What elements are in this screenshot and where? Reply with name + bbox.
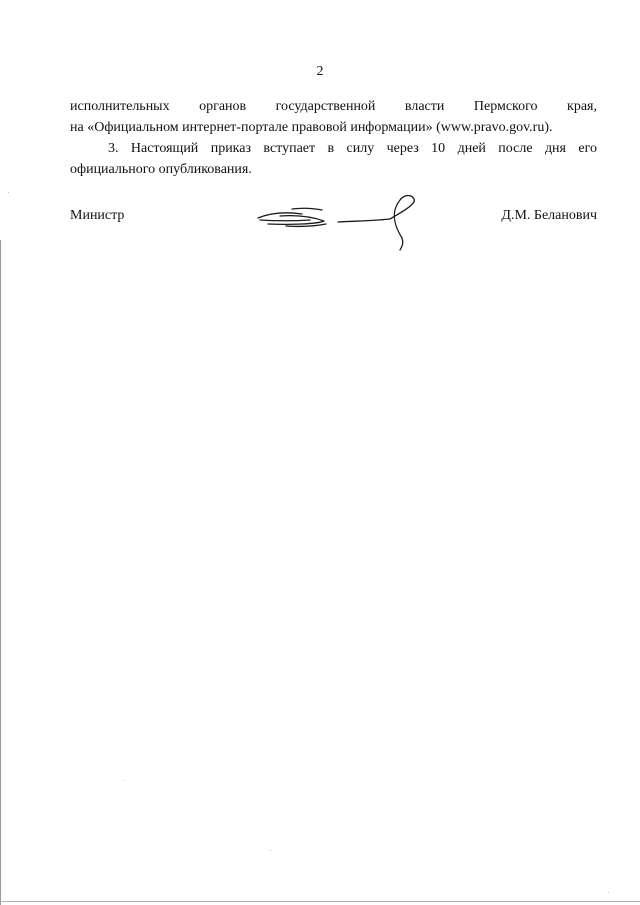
paragraph-publication-line-2: на «Официальном интернет-портале правовой информации» (www.pravo.gov.ru). bbox=[70, 120, 553, 135]
paragraph-entry-into-force-line-1: 3. Настоящий приказ вступает в силу через 10 дней после дня его bbox=[108, 141, 597, 156]
paragraph-publication bbox=[70, 96, 597, 138]
scan-speck bbox=[270, 850, 271, 851]
page-number: 2 bbox=[316, 64, 324, 79]
paragraph-publication-line-1: исполнительных органов государственной власти Пермского края, bbox=[70, 99, 597, 114]
signer-name: Д.М. Беланович bbox=[501, 208, 597, 223]
scan-speck bbox=[608, 892, 609, 893]
handwritten-signature-icon bbox=[250, 194, 420, 254]
signature-block bbox=[70, 206, 597, 266]
paragraph-entry-into-force-line-2: официального опубликования. bbox=[70, 162, 252, 177]
scan-edge-bottom bbox=[0, 901, 640, 902]
paragraph-entry-into-force bbox=[70, 138, 597, 180]
signer-title: Министр bbox=[70, 208, 125, 223]
scan-speck bbox=[8, 192, 9, 193]
scan-speck bbox=[124, 780, 125, 781]
document-body bbox=[70, 96, 597, 180]
scan-edge-left bbox=[0, 240, 1, 905]
